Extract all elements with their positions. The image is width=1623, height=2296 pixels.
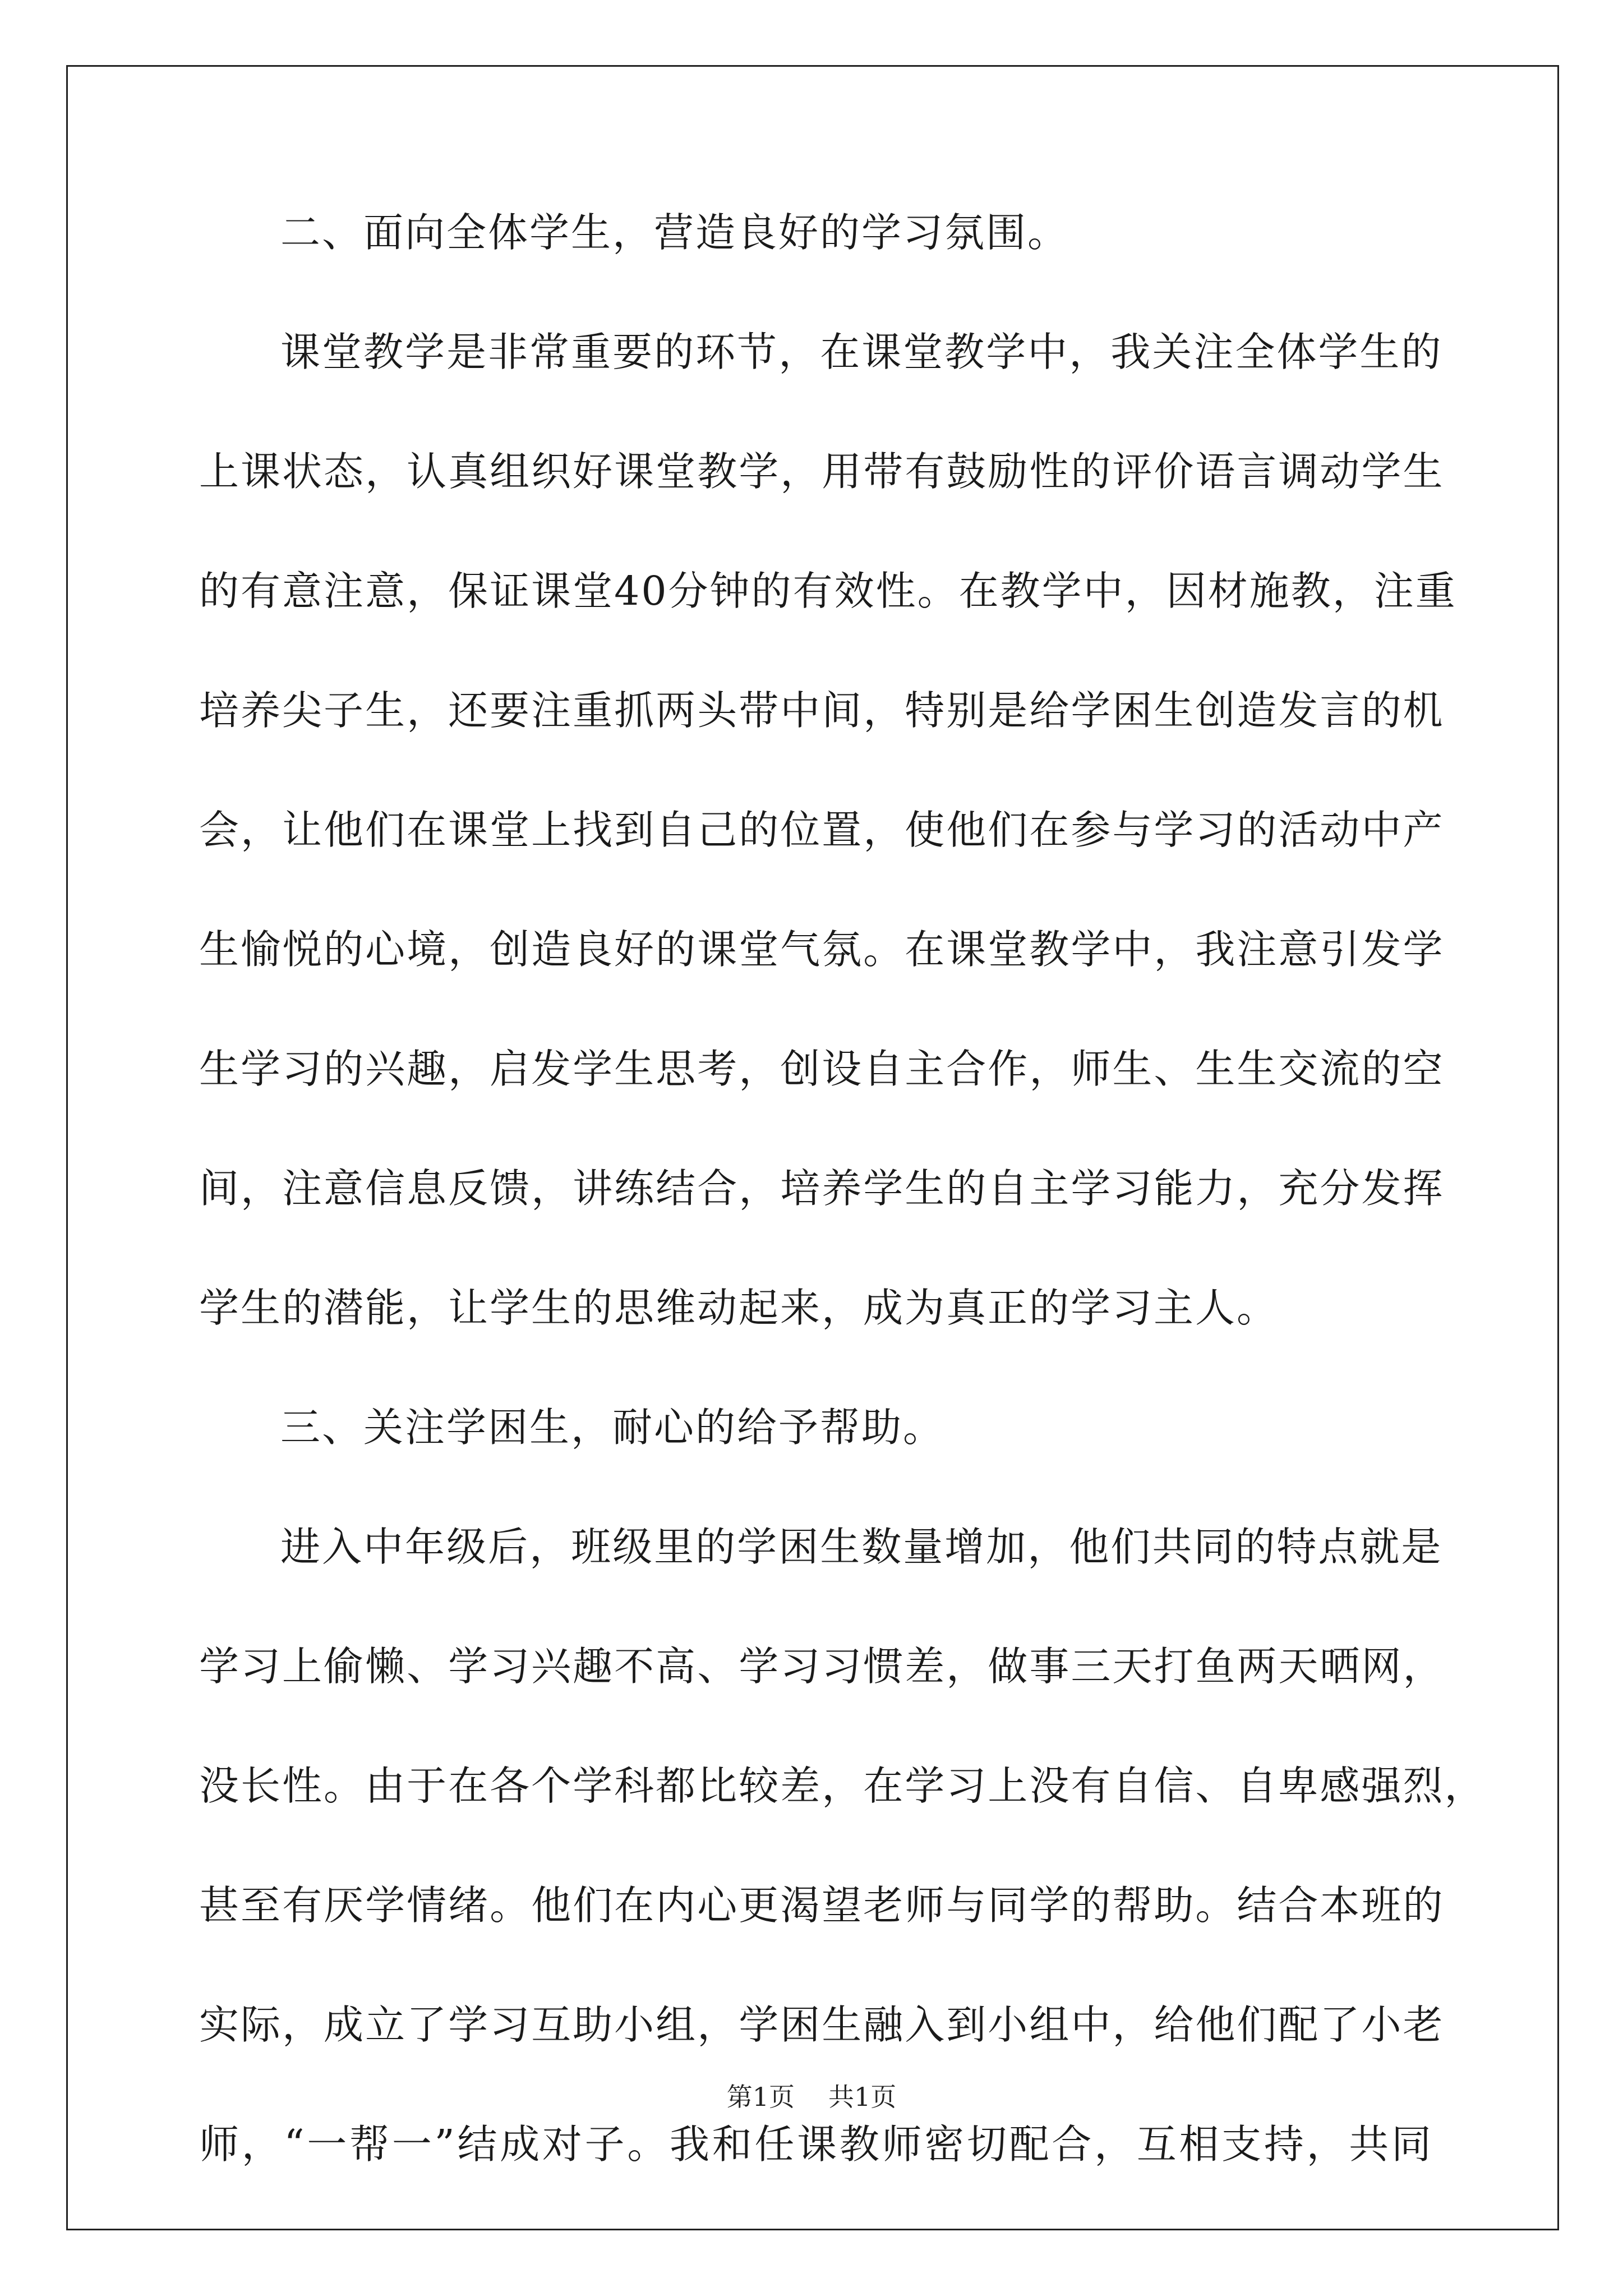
page-footer [0,2080,1623,2114]
text-line: 实 际 ， 成 立 了 学 习 互 助 小 组 ， 学 困 生 融 入 到 小 组 中 ， 给 他 们 配 了 小 老 [199,2001,1445,2048]
text-line: 进 入 中 年 级 后 ， 班 级 里 的 学 困 生 数 量 增 加 ， 他 们 共 同 的 特 点 就 是 [280,1524,1443,1570]
text-line: 二、面向全体学生，营造良好的学习氛围。 [280,209,1069,256]
text-line: 生 愉 悦 的 心 境 ， 创 造 良 好 的 课 堂 气 氛 。 在 课 堂 教 学 中 ， 我 注 意 引 发 学 [199,926,1445,973]
text-line: 师 ， “ 一 帮 一 ” 结 成 对 子 。 我 和 任 课 教 师 密 切 配 合 ， 互 相 支 持 ， 共 同 [199,2121,1433,2168]
text-line: 三、关注学困生，耐心的给予帮助。 [280,1404,945,1451]
page-number-total: 共1页 [828,2082,897,2112]
text-line: 间 ， 注 意 信 息 反 馈 ， 讲 练 结 合 ， 培 养 学 生 的 自 主 学 习 能 力 ， 充 分 发 挥 [199,1165,1445,1212]
text-line: 会 ， 让 他 们 在 课 堂 上 找 到 自 己 的 位 置 ， 使 他 们 在 参 与 学 习 的 活 动 中 产 [199,807,1445,853]
text-line: 的 有 意 注 意 ， 保 证 课 堂 40 分 钟 的 有 效 性 。 在 教 学 中 ， 因 材 施 教 ， 注 重 [199,568,1457,614]
text-line: 甚 至 有 厌 学 情 绪 。 他 们 在 内 心 更 渴 望 老 师 与 同 学 的 帮 助 。 结 合 本 班 的 [199,1882,1445,1929]
text-line: 学生的潜能，让学生的思维动起来，成为真正的学习主人。 [199,1285,1279,1331]
document-body [199,202,1486,2233]
page-number-current: 第1页 [726,2082,795,2112]
text-line: 学 习 上 偷 懒 、 学 习 兴 趣 不 高 、 学 习 习 惯 差 ， 做 事 三 天 打 鱼 两 天 晒 网 ， [199,1643,1445,1690]
text-line: 没 长 性 。 由 于 在 各 个 学 科 都 比 较 差 ， 在 学 习 上 没 有 自 信 、 自 卑 感 强 烈 ， [199,1763,1486,1809]
text-line: 课 堂 教 学 是 非 常 重 要 的 环 节 ， 在 课 堂 教 学 中 ， 我 关 注 全 体 学 生 的 [280,329,1443,375]
text-line: 生 学 习 的 兴 趣 ， 启 发 学 生 思 考 ， 创 设 自 主 合 作 ， 师 生 、 生 生 交 流 的 空 [199,1046,1445,1092]
text-line: 上 课 状 态 ， 认 真 组 织 好 课 堂 教 学 ， 用 带 有 鼓 励 性 的 评 价 语 言 调 动 学 生 [199,448,1445,495]
text-line: 培 养 尖 子 生 ， 还 要 注 重 抓 两 头 带 中 间 ， 特 别 是 给 学 困 生 创 造 发 言 的 机 [199,687,1445,734]
